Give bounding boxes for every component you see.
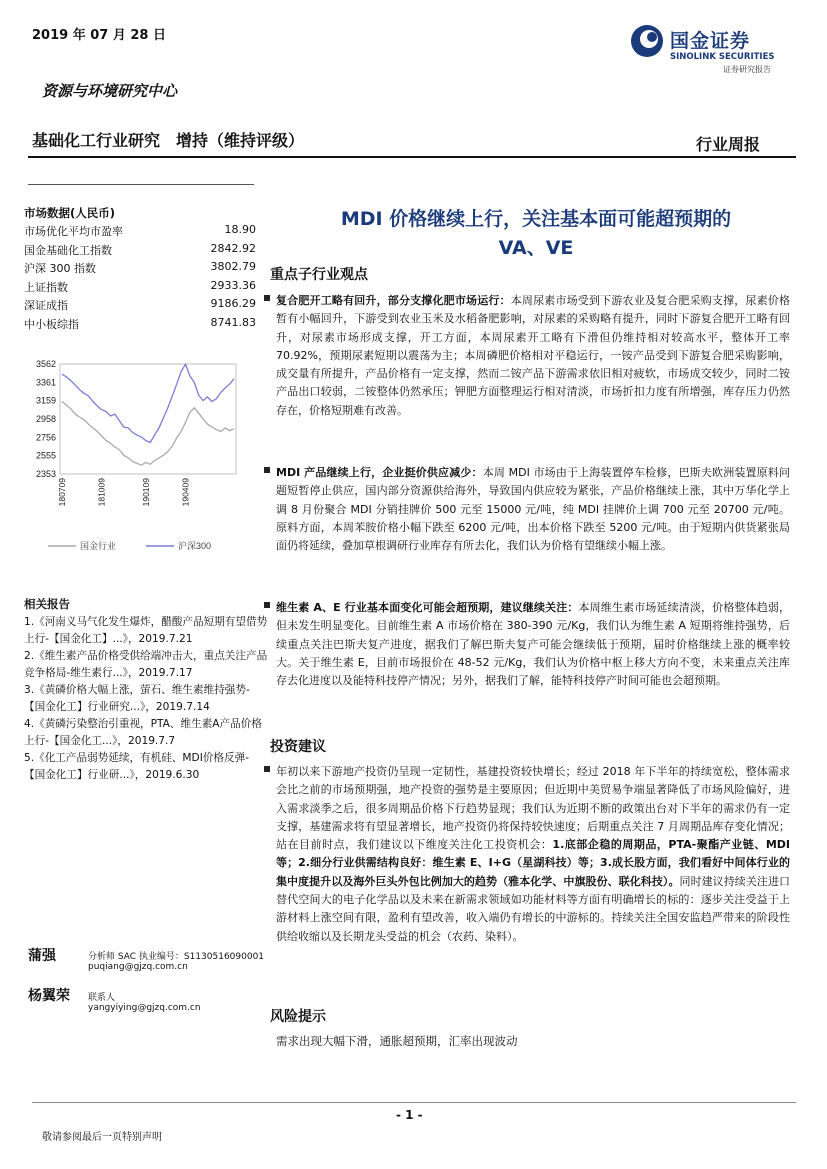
market-label: 市场优化平均市盈率 [24,225,123,238]
logo-chinese: 国金证券 [670,30,751,52]
market-label: 国金基础化工指数 [24,243,112,257]
related-item[interactable]: 4.《黄磷污染整治引重视，PTA、维生素A产品价格上行-【国金化工...》，2019.7.7 [24,718,262,747]
paragraph-mdi [276,464,790,555]
risk-text: 需求出现大幅下滑，通胀超预期，汇率出现波动 [276,1034,518,1048]
para-text: 年初以来下游地产投资仍呈现一定韧性，基建投资较快增长；经过 2018 年下半年的持续宽松，整体需求会比之前的市场预期强，地产投资的强势是主要原因；但近期中美贸易争端显著降低了市场风险偏好，进入需求淡季之后，很多周期品价格下行趋势显现；我们认为近期不断的政策出台对下半年的需求仍有一定支撑，基建需求将有望显著增长，地产投资仍将保持较快速度；后期重点关注 7 月周期品库存变化情况；站在目前时点，我们建议以下维度关注化工投资机会： [276,765,790,852]
section-heading: 风险提示 [270,1009,326,1025]
bullet-icon [264,467,270,473]
y-tick-label: 3159 [35,395,56,406]
y-tick-label: 2353 [35,469,56,479]
plot-frame [60,364,236,474]
report-title-line2: VA、VE [498,237,574,259]
report-type: 行业周报 [696,135,761,154]
analyst-name: 蒲强 [28,948,56,964]
sidebar-divider [28,184,254,185]
sinolink-logo-icon [630,24,664,58]
y-tick-label: 2756 [35,432,56,443]
related-item[interactable]: 5.《化工产品弱势延续，有机硅、MDI价格反弹-【国金化工】行业研...》，2019.6.30 [24,752,250,781]
index-chart [24,360,248,560]
y-tick-label: 3562 [35,360,56,369]
market-value: 8741.83 [210,315,256,329]
header-divider [28,156,796,158]
market-label: 沪深 300 指数 [24,262,96,275]
x-tick-label: 180709 [57,478,67,507]
chart-svg [24,360,248,560]
analyst-email[interactable]: puqiang@gjzq.com.cn [88,962,188,972]
market-label: 深证成指 [24,299,68,312]
para-highlight: 1.底部企稳的周期品，PTA-聚酯产业链、MDI 等；2.细分行业供需结构良好：维生素 E、I+G（星湖科技）等；3.成长股方面，我们看好中间体行业的集中度提升以及海外巨头外包比例加大的趋势（雅本化学、中旗股份、联化科技）。 [276,838,791,888]
report-date: 2019 年 07 月 28 日 [32,28,166,43]
related-list [24,614,270,784]
para-lead: 维生素 A、E 行业基本面变化可能会超预期，建议继续关注： [276,601,579,614]
market-value: 3802.79 [210,260,256,273]
related-item[interactable]: 1.《河南义马气化发生爆炸，醋酸产品短期有望借势上行-【国金化工】...》，2019.7.21 [24,616,268,645]
market-row [24,316,256,332]
bullet-icon [264,766,270,772]
analyst-email[interactable]: yangyiying@gjzq.com.cn [88,1003,201,1013]
section-heading: 投资建议 [270,739,326,755]
market-value: 18.90 [224,223,256,236]
disclaimer-note: 敬请参阅最后一页特别声明 [42,1132,162,1143]
paragraph-vitamin [276,599,790,690]
analyst-role: 联系人 [88,993,116,1003]
series-line-2 [62,364,234,442]
para-lead: MDI 产品继续上行，企业挺价供应减少： [276,466,483,479]
market-value: 2933.36 [210,278,256,292]
para-text: 本周尿素市场受到下游农业及复合肥采购支撑，尿素价格暂有小幅回升，下游受到农业玉米及水稻备肥影响，对尿素的采购略有提升，同时下游复合肥开工略有回升，对尿素市场形成支撑，开工方面，本周尿素开工略有下滑但仍维持相对较高水平，整体开工率 70.92%，预期尿素短期以震荡为主；本周磷肥价格相对平稳运行，一铵产品受到下游复合肥采购影响，成交量有所提升，产品价格有一定支撑，然而二铵产品下游需求依旧相对疲软，市场成交较少，同时二铵产品出口较弱，二铵整体仍然承压；钾肥方面整理运行相对清淡，市场折扣力度有所增强，库存压力仍然存在，价格短期难有改善。 [276,294,790,417]
market-row [24,242,256,258]
related-item[interactable]: 3.《黄磷价格大幅上涨，萤石、维生素维持强势-【国金化工】行业研究...》，2019.7.14 [24,684,250,713]
legend-label: 沪深300 [178,541,212,551]
logo-english: SINOLINK SECURITIES [670,52,775,62]
y-tick-label: 3361 [35,377,56,388]
related-item[interactable]: 2.《维生素产品价格受供给端冲击大，重点关注产品竞争格局-维生素行...》，2019.7.17 [24,650,268,679]
bullet-icon [264,295,270,301]
para-text: 本周维生素市场延续清淡，价格整体趋弱，但未发生明显变化。目前维生素 A 市场价格在 380-390 元/Kg，我们认为维生素 A 短期将维持强势，后续重点关注巴斯夫复产进度，据我们了解巴斯夫复产可能会继续低于预期，届时价格继续上涨的概率较大。关于维生素 E，目前市场报价在 48-52 元/Kg，我们认为价格中枢上移大方向不变，未来重点关注库存去化进度以及能特科技停产情况；另外，据我们了解，能特科技停产时间可能也会超预期。 [276,601,791,688]
market-row [24,297,256,313]
analyst-2 [28,985,70,1005]
related-title: 相关报告 [24,597,70,611]
market-data-title: 市场数据(人民币) [24,206,116,220]
x-tick-label: 190109 [140,478,151,507]
para-text: 本周 MDI 市场由于上海装置停车检修，巴斯夫欧洲装置原料问题短暂停止供应，国内部分资源供给海外，导致国内供应较为紧张，产品价格继续上涨，其中万华化学上调 8 月份聚合 MDI 分销挂牌价 500 元至 15000 元/吨，纯 MDI 挂牌价上调 700 元至 20700 元/吨。原料方面，本周苯胺价格小幅下跌至 6200 元/吨，出本价格下跌至 5200 元/吨。由于短期内供货紧张局面仍将延续，叠加草根调研行业库存有所去化，我们认为价格有望继续小幅上涨。 [276,466,790,553]
market-row [24,279,256,295]
section-heading: 重点子行业观点 [270,267,368,283]
market-value: 2842.92 [210,241,256,255]
analyst-role: 分析师 SAC 执业编号：S1130516090001 [88,952,265,962]
analyst-1 [28,945,56,965]
series-line-1 [62,402,234,466]
paragraph-fertilizer [276,292,790,420]
research-center: 资源与环境研究中心 [42,82,178,100]
analyst-name: 杨翼荣 [28,988,70,1004]
page-number: - 1 - [396,1108,423,1122]
market-row [24,260,256,276]
report-title-line1: MDI 价格继续上行，关注基本面可能超预期的 [340,208,732,230]
logo-subtitle: 证券研究报告 [723,65,771,74]
para-lead: 复合肥开工略有回升，部分支撑化肥市场运行： [276,294,511,307]
industry-rating: 基础化工行业研究 增持（维持评级） [32,131,305,150]
y-tick-label: 2958 [35,414,56,424]
market-value: 9186.29 [210,297,256,310]
paragraph-investment [276,763,790,946]
y-tick-label: 2555 [35,450,56,461]
market-row [24,223,256,239]
legend-label: 国金行业 [80,541,117,551]
market-label: 上证指数 [24,280,68,294]
market-label: 中小板综指 [24,317,79,331]
footer-divider [32,1102,796,1103]
bullet-icon [264,602,270,608]
x-tick-label: 190409 [180,478,191,507]
para-text: 同时建议持续关注进口替代空间大的电子化学品以及未来在新需求领域如功能材料等方面有明确增长的标的：逐步关注受益于上游材料上涨空间有限，盈利有望改善，收入端仍有增长的中游标的。持续关注全国安监趋严带来的阶段性供给收缩以及长期龙头受益的机会（农药、染料）。 [276,874,791,943]
x-tick-label: 181009 [96,478,107,507]
